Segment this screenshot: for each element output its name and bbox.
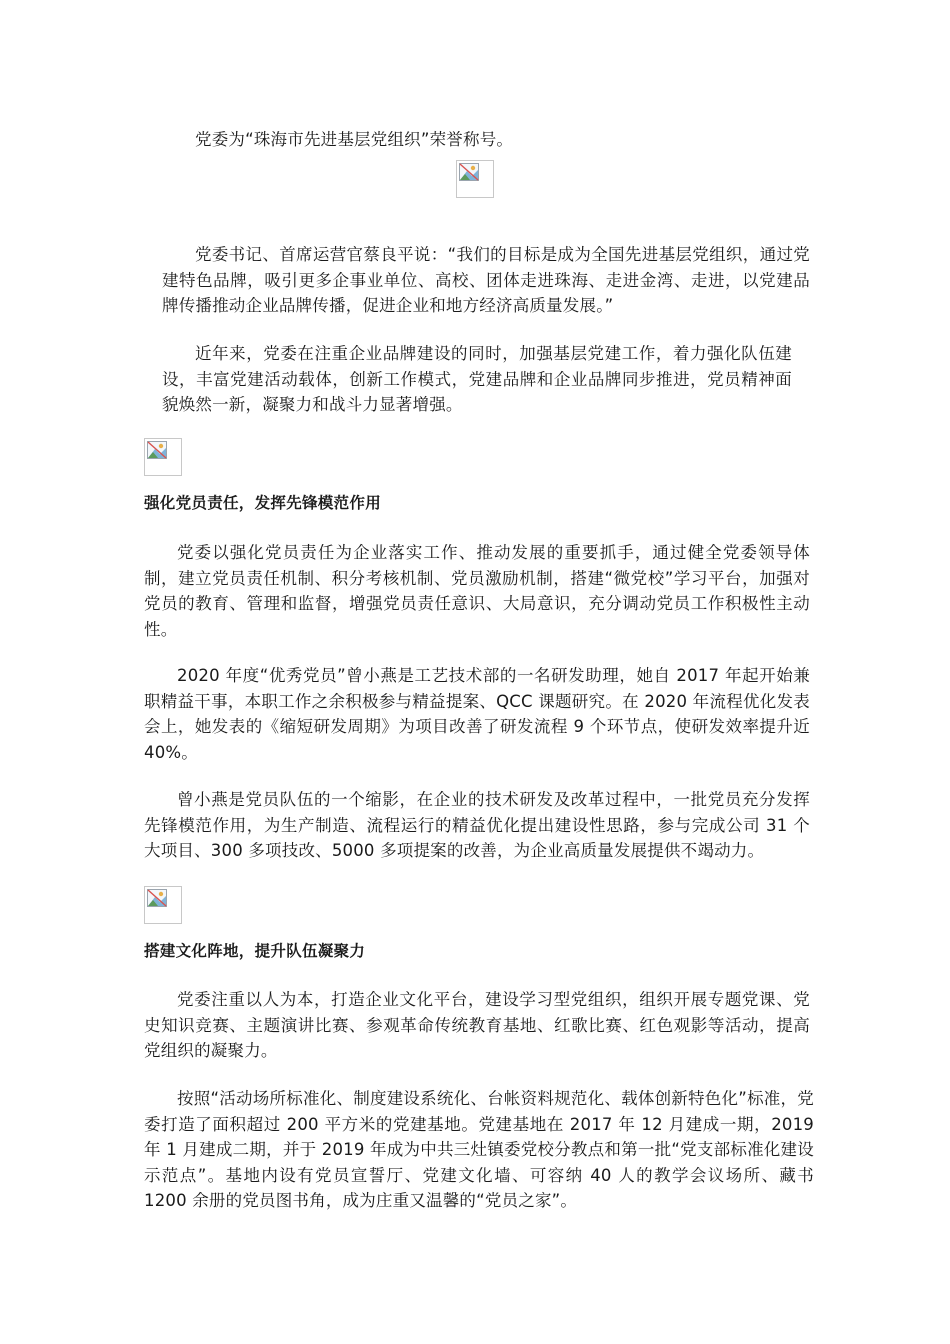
section-heading-culture: 搭建文化阵地，提升队伍凝聚力 [144,942,366,960]
paragraph-recent-years: 近年来，党委在注重企业品牌建设的同时，加强基层党建工作，着力强化队伍建设，丰富党建活动载体，创新工作模式，党建品牌和企业品牌同步推进，党员精神面貌焕然一新，凝聚力和战斗力显著增强。 [162,344,792,414]
broken-image-icon [456,160,494,198]
paragraph-quote: 党委书记、首席运营官蔡良平说：“我们的目标是成为全国先进基层党组织，通过党建特色品牌，吸引更多企事业单位、高校、团体走进珠海、走进金湾、走进，以党建品牌传播推动企业品牌传播，促进企业和地方经济高质量发展。” [162,245,810,315]
broken-image-icon [144,886,182,924]
paragraph-honor: 党委为“珠海市先进基层党组织”荣誉称号。 [195,130,514,149]
broken-image-icon [144,438,182,476]
paragraph-excellent-member: 2020 年度“优秀党员”曾小燕是工艺技术部的一名研发助理，她自 2017 年起开始兼职精益干事，本职工作之余积极参与精益提案、QCC 课题研究。在 2020 年流程优化发表会上，她发表的《缩短研发周期》为项目改善了研发流程 9 个环节点，使研发效率提升近 40%。 [144,666,810,762]
section-heading-responsibility: 强化党员责任，发挥先锋模范作用 [144,494,382,512]
paragraph-base: 按照“活动场所标准化、制度建设系统化、台帐资料规范化、载体创新特色化”标准，党委打造了面积超过 200 平方米的党建基地。党建基地在 2017 年 12 月建成一期，2019 年 1 月建成二期，并于 2019 年成为中共三灶镇委党校分教点和第一批“党支部标准化建设示范点”。基地内设有党员宣誓厅、党建文化墙、可容纳 40 人的教学会议场所、藏书 1200 余册的党员图书角，成为庄重又温馨的“党员之家”。 [144,1089,814,1210]
paragraph-vanguard: 曾小燕是党员队伍的一个缩影，在企业的技术研发及改革过程中，一批党员充分发挥先锋模范作用，为生产制造、流程运行的精益优化提出建设性思路，参与完成公司 31 个大项目、300 多项技改、5000 多项提案的改善，为企业高质量发展提供不竭动力。 [144,790,810,860]
paragraph-responsibility: 党委以强化党员责任为企业落实工作、推动发展的重要抓手，通过健全党委领导体制，建立党员责任机制、积分考核机制、党员激励机制，搭建“微党校”学习平台，加强对党员的教育、管理和监督，增强党员责任意识、大局意识，充分调动党员工作积极性主动性。 [144,543,810,639]
paragraph-culture: 党委注重以人为本，打造企业文化平台，建设学习型党组织，组织开展专题党课、党史知识竞赛、主题演讲比赛、参观革命传统教育基地、红歌比赛、红色观影等活动，提高党组织的凝聚力。 [144,990,810,1060]
